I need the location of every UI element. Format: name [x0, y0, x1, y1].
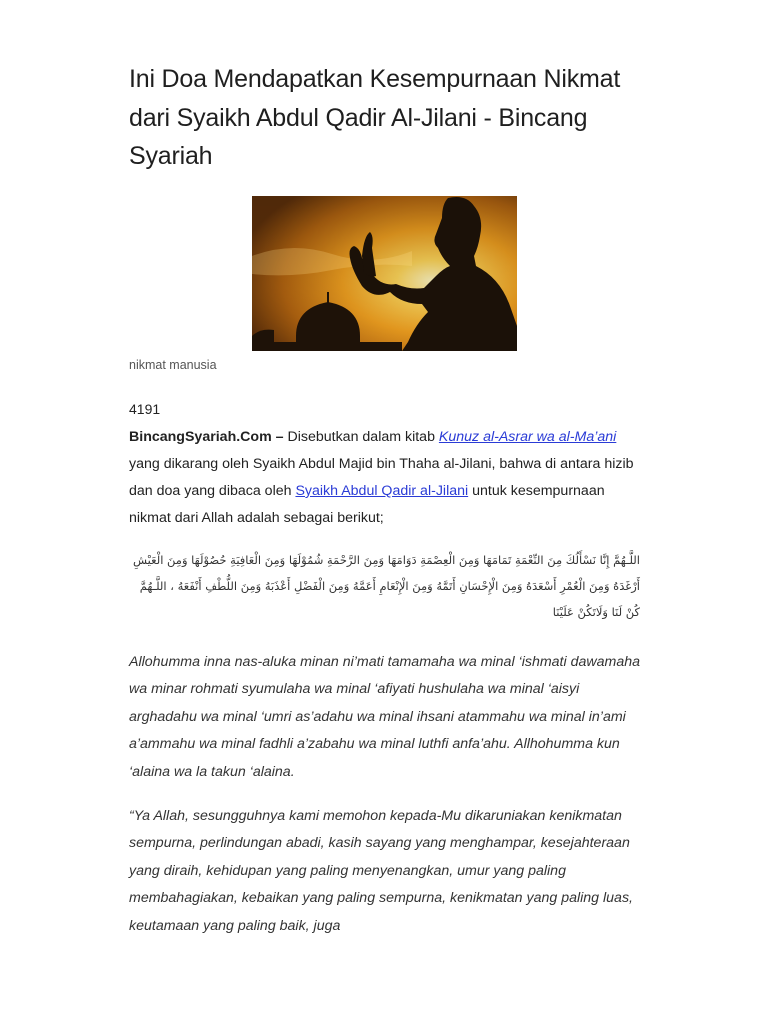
intro-paragraph [129, 424, 644, 532]
arabic-prayer: اللَّـهُمَّ إِنَّا نَسْأَلُكَ مِنَ النِّعْمَةِ تَمَامَهَا وَمِنَ الْعِصْمَةِ دَوَامَهَا وَمِنَ الرَّحْمَةِ شُمُوْلَهَا وَمِنَ الْعَافِيَةِ حُصُوْلَهَا وَمِنَ الْعَيْشِ أَرْغَدَهُ وَمِنَ الْعُمْرِ أَسْعَدَهُ وَمِنَ الْإِحْسَانِ أَتَمَّهُ وَمِنَ الْإِنْعَامِ أَعَمَّهُ وَمِنَ الْفَضْلِ أَعْذَبَهُ وَمِنَ اللُّطْفِ أَنْفَعَهُ ، اللَّـهُمَّ كُنْ لَنَا وَلَاتَكُنْ عَلَيْنَا [133, 553, 640, 619]
intro-text-2: yang dikarang oleh Syaikh Abdul Majid bin Thaha al-Jilani, bahwa di antara hizib dan doa yang dibaca oleh [129, 456, 634, 499]
image-caption: nikmat manusia [129, 358, 217, 372]
book-link[interactable]: Kunuz al-Asrar wa al-Ma’ani [438, 429, 617, 445]
intro-text-1: Disebutkan dalam kitab [283, 429, 439, 445]
hero-image [252, 196, 517, 351]
view-count: 4191 [129, 401, 161, 417]
prayer-translation: “Ya Allah, sesungguhnya kami memohon kepada-Mu dikaruniakan kenikmatan sempurna, perlindungan abadi, kasih sayang yang menghampar, kesejahteraan yang diraih, kehidupan yang paling menyenangkan, umur yang paling membahagiakan, kebaikan yang paling sempurna, kenikmatan yang paling luas, keutamaan yang paling baik, juga [129, 808, 633, 934]
intro-text-3: untuk kesempurnaan nikmat dari Allah adalah sebagai berikut; [129, 483, 605, 526]
author-link[interactable]: Syaikh Abdul Qadir al-Jilani [295, 483, 469, 499]
latin-transliteration: Allohumma inna nas-aluka minan ni’mati tamamaha wa minal ‘ishmati dawamaha wa minar rohmati syumulaha wa minal ‘afiyati hushulaha wa minal ‘aisyi arghadahu wa minal ‘umri as’adahu wa minal ihsani atammahu wa minal in’ami a’ammahu wa minal fadhli a’zabahu wa minal luthfi anfa’ahu. Allhohumma kun ‘alaina wa la takun ‘alaina. [129, 654, 640, 780]
article-title: Ini Doa Mendapatkan Kesempurnaan Nikmat dari Syaikh Abdul Qadir Al-Jilani - Bincang Syariah [129, 65, 621, 170]
source-label: BincangSyariah.Com – [129, 429, 284, 445]
